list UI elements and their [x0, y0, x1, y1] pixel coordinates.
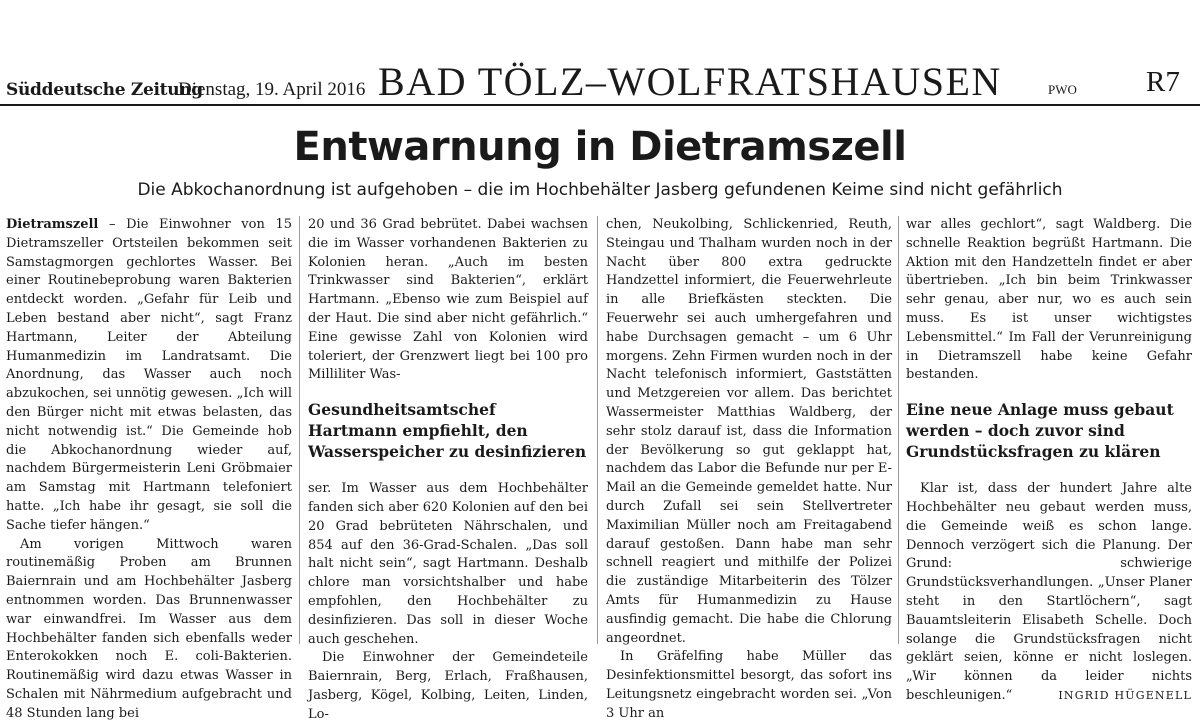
article-column-3 [606, 216, 892, 721]
article-column-1 [6, 216, 292, 721]
newspaper-logo[interactable]: Süddeutsche Zeitung [6, 80, 203, 100]
edition-code: PWO [1048, 82, 1077, 97]
article-headline: Entwarnung in Dietramszell [293, 124, 907, 170]
paragraph: 20 und 36 Grad bebrütet. Dabei wachsen die im Wasser vorhandenen Bakterien zu Kolonien heran. „Auch im besten Trinkwasser sind Bakterien“, erklärt Hartmann. „Ebenso wie zum Beispiel auf der Haut. Die sind aber nicht gefährlich.“ Eine gewisse Zahl von Kolonien wird toleriert, der Grenzwert liegt bei 100 pro Milliliter Was- [308, 217, 588, 383]
paragraph [6, 216, 292, 536]
issue-date: Dienstag, 19. April 2016 [178, 79, 366, 100]
section-title: BAD TÖLZ–WOLFRATSHAUSEN [378, 59, 1002, 104]
crosshead: Gesundheitsamtschef Hartmann empfiehlt, den Wasserspeicher zu desinfizieren [308, 400, 587, 462]
paragraph-text: Klar ist, dass der hundert Jahre alte Hochbehälter neu gebaut werden muss, die Gemeinde weiß es schon lange. Dennoch verzögert sich die Planung. Der Grund: schwierige Grundstücksverhandlungen. „Unser Planer steht in den Startlöchern“, sagt Bauamtsleiterin Elisabeth Schelle. Doch solange die Grundstücksfragen nicht geklärt seien, könne er nicht loslegen. „Wir können da leider nichts beschleunigen.“ [906, 481, 1192, 703]
crosshead: Eine neue Anlage muss gebaut werden – doch zuvor sind Grundstücksfragen zu klären [906, 400, 1174, 462]
page-number: R7 [1146, 66, 1180, 98]
paragraph: Am vorigen Mittwoch waren routinemäßig Proben am Brunnen Baiernrain und am Hochbehälter Jasberg entnommen worden. Das Brunnenwasser war einwandfrei. Im Wasser aus dem Hochbehälter fanden sich ebenfalls weder Enterokokken noch E. coli-Bakterien. Routinemäßig wird dazu etwas Wasser in Schalen mit Nährmedium aufgebracht und 48 Stunden lang bei [6, 536, 292, 721]
column-divider [597, 216, 598, 644]
masthead [0, 56, 1200, 108]
paragraph: war alles gechlort“, sagt Waldberg. Die schnelle Reaktion begrüßt Hartmann. Die Aktion mit den Handzetteln findet er aber übertrieben. „Ich bin beim Trinkwasser sehr genau, aber nur, wo es auch sein muss. Es ist unser wichtigstes Lebensmittel.“ Im Fall der Verunreinigung in Dietramszell habe keine Gefahr bestanden. [906, 217, 1192, 383]
dateline: Dietramszell [6, 217, 99, 232]
paragraph-text: – Die Einwohner von 15 Dietramszeller Ortsteilen bekommen seit Samstagmorgen gechlortes Wasser. Bei einer Routinebeprobung waren Bakterien entdeckt worden. „Gefahr für Leib und Leben bestand aber nicht“, sagt Franz Hartmann, Leiter der Abteilung Humanmedizin im Landratsamt. Die Anordnung, das Wasser auch noch abzukochen, sei unnötig gewesen. „Ich will den Bürger nicht mit etwas belasten, das nicht notwendig ist.“ Die Gemeinde hob die Abkochanordnung wieder auf, nachdem Bürgermeisterin Leni Gröbmaier am Samstag mit Hartmann telefoniert hatte. „Ich habe ihr gesagt, sie soll die Sache tiefer hängen.“ [6, 217, 292, 533]
article-subheadline: Die Abkochanordnung ist aufgehoben – die im Hochbehälter Jasberg gefundenen Keime sind nicht gefährlich [137, 180, 1063, 200]
article-column-2 [308, 216, 588, 722]
column-divider [898, 216, 899, 644]
article-column-4 [906, 216, 1192, 703]
column-divider [299, 216, 300, 644]
paragraph: Die Einwohner der Gemeindeteile Baiernrain, Berg, Erlach, Fraßhausen, Jasberg, Kögel, Kolbing, Leiten, Linden, Lo- [308, 650, 588, 722]
paragraph [906, 480, 1192, 706]
paragraph: In Gräfelfing habe Müller das Desinfektionsmittel besorgt, das sofort ins Leitungsnetz eingebracht worden sei. „Von 3 Uhr an [606, 649, 892, 721]
author-byline: INGRID HÜGENELL [1058, 688, 1192, 702]
paragraph: ser. Im Wasser aus dem Hochbehälter fanden sich aber 620 Kolonien auf den bei 20 Grad bebrüteten Nährschalen, und 854 auf den 36-Grad-Schalen. „Das soll halt nicht sein“, sagt Hartmann. Deshalb chlore man vorsichtshalber und habe empfohlen, den Hochbehälter zu desinfizieren. Das soll in dieser Woche auch geschehen. [308, 481, 588, 647]
masthead-rule [0, 104, 1200, 106]
paragraph: chen, Neukolbing, Schlickenried, Reuth, Steingau und Thalham wurden noch in der Nacht über 800 extra gedruckte Handzettel informiert, die Feuerwehrleute in alle Briefkästen steckten. Die Feuerwehr sei auch umhergefahren und habe Durchsagen gemacht – um 6 Uhr morgens. Zehn Firmen wurden noch in der Nacht telefonisch informiert, Gaststätten und Metzgereien vor allem. Das berichtet Wassermeister Matthias Waldberg, der sehr stolz darauf ist, dass die Information der Bevölkerung so gut geklappt hat, nachdem das Labor die Befunde nur per E-Mail an die Gemeinde gemeldet hatte. Nur durch Zufall sei sein Stellvertreter Maximilian Müller noch am Freitagabend darauf gestoßen. Dann habe man sehr schnell reagiert und mithilfe der Polizei die zuständige Mitarbeiterin des Tölzer Amts für Humanmedizin zu Hause ausfindig gemacht. Die habe die Chlorung angeordnet. [606, 217, 892, 646]
